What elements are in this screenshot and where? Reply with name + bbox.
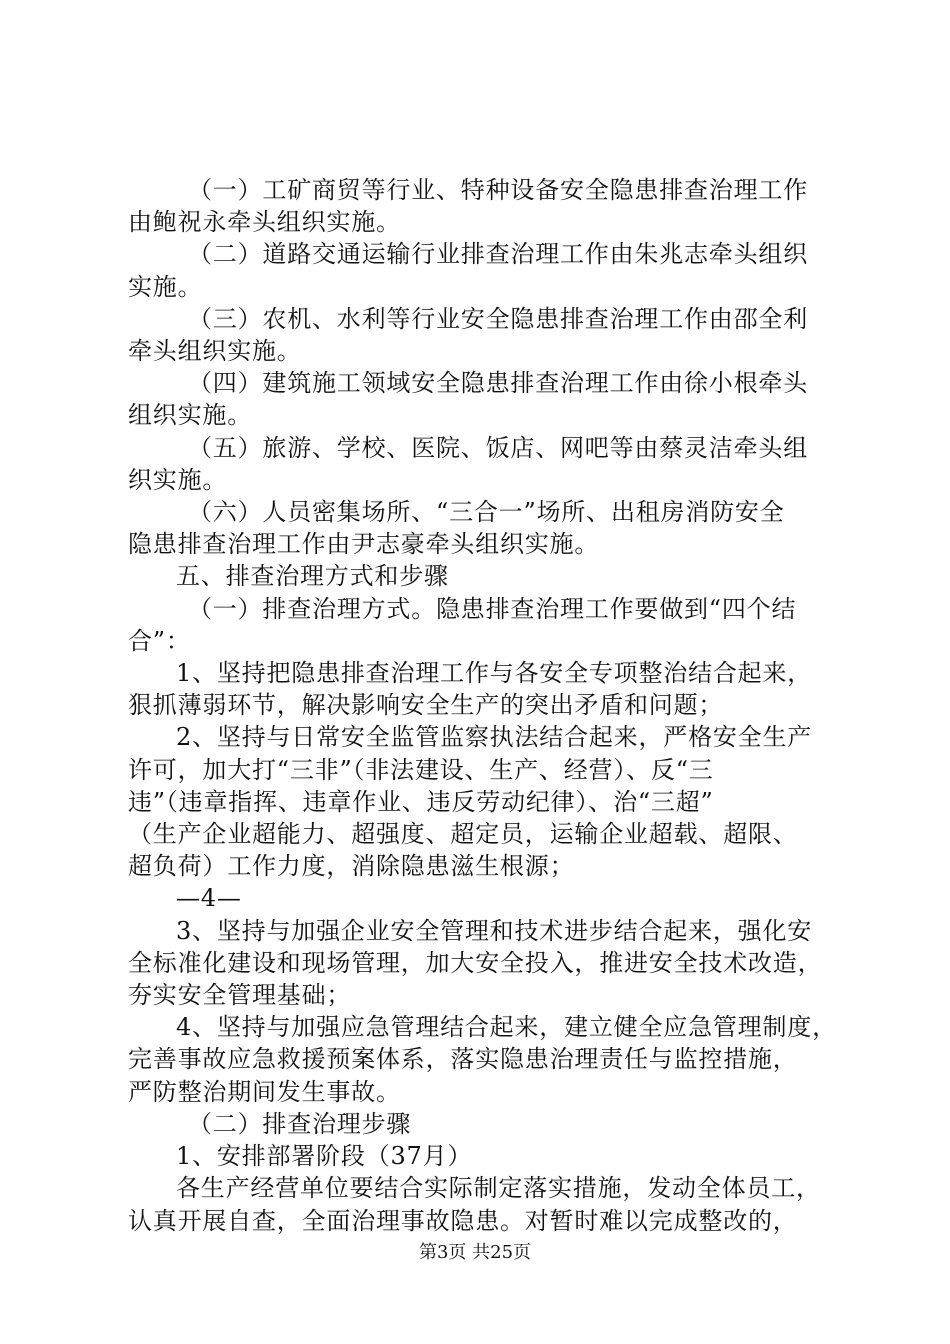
- paragraph-line: 各生产经营单位要结合实际制定落实措施，发动全体员工，: [176, 1174, 821, 1203]
- paragraph-line: 1、坚持把隐患排查治理工作与各安全专项整治结合起来，: [176, 659, 813, 688]
- paragraph-line: 隐患排查治理工作由尹志豪牵头组织实施。: [128, 530, 600, 559]
- paragraph-line: 严防整治期间发生事故。: [128, 1077, 401, 1106]
- paragraph-line: （生产企业超能力、超强度、超定员，运输企业超载、超限、: [128, 820, 798, 849]
- paragraph-line: （三）农机、水利等行业安全隐患排查治理工作由邵全利: [188, 304, 808, 333]
- paragraph-line: 3、坚持与加强企业安全管理和技术进步结合起来，强化安: [176, 916, 813, 945]
- paragraph-line: （一）排查治理方式。隐患排查治理工作要做到“四个结: [188, 594, 797, 623]
- paragraph-line: 由鲍祝永牵头组织实施。: [128, 208, 401, 237]
- paragraph-line: 织实施。: [128, 465, 228, 494]
- paragraph-line: 4、坚持与加强应急管理结合起来，建立健全应急管理制度，: [176, 1013, 837, 1042]
- paragraph-line: 2、坚持与日常安全监管监察执法结合起来，严格安全生产: [176, 723, 813, 752]
- section-heading: 五、排查治理方式和步骤: [176, 562, 449, 591]
- page-footer: 第3页 共25页: [418, 1242, 532, 1263]
- paragraph-line: （四）建筑施工领域安全隐患排查治理工作由徐小根牵头: [188, 369, 808, 398]
- paragraph-line: 超负荷）工作力度，消除隐患滋生根源；: [128, 852, 575, 881]
- paragraph-line: 1、安排部署阶段（37月）: [176, 1142, 473, 1171]
- paragraph-line: 完善事故应急救援预案体系，落实隐患治理责任与监控措施，: [128, 1045, 798, 1074]
- paragraph-line: 组织实施。: [128, 401, 252, 430]
- paragraph-line: （二）道路交通运输行业排查治理工作由朱兆志牵头组织: [188, 240, 808, 269]
- paragraph-line: （一）工矿商贸等行业、特种设备安全隐患排查治理工作: [188, 176, 808, 204]
- paragraph-line: 合”：: [128, 626, 191, 655]
- paragraph-line: （六）人员密集场所、“三合一”场所、出租房消防安全: [188, 498, 785, 527]
- paragraph-line: 夯实安全管理基础；: [128, 981, 352, 1010]
- paragraph-line: （五）旅游、学校、医院、饭店、网吧等由蔡灵洁牵头组: [188, 433, 808, 462]
- paragraph-line: 牵头组织实施。: [128, 337, 302, 366]
- paragraph-line: 实施。: [128, 272, 203, 301]
- paragraph-line: 狠抓薄弱环节，解决影响安全生产的突出矛盾和问题；: [128, 691, 724, 720]
- subsection-heading: （二）排查治理步骤: [188, 1109, 412, 1138]
- paragraph-line: 许可，加大打“三非”（非法建设、生产、经营）、反“三: [128, 755, 714, 784]
- inline-page-number: —4—: [176, 884, 242, 913]
- document-body: [128, 174, 837, 1237]
- paragraph-line: 全标准化建设和现场管理，加大安全投入，推进安全技术改造，: [128, 948, 823, 977]
- paragraph-line: 认真开展自查，全面治理事故隐患。对暂时难以完成整改的，: [128, 1206, 798, 1235]
- paragraph-line: 违”（违章指挥、违章作业、违反劳动纪律）、治“三超”: [128, 787, 714, 816]
